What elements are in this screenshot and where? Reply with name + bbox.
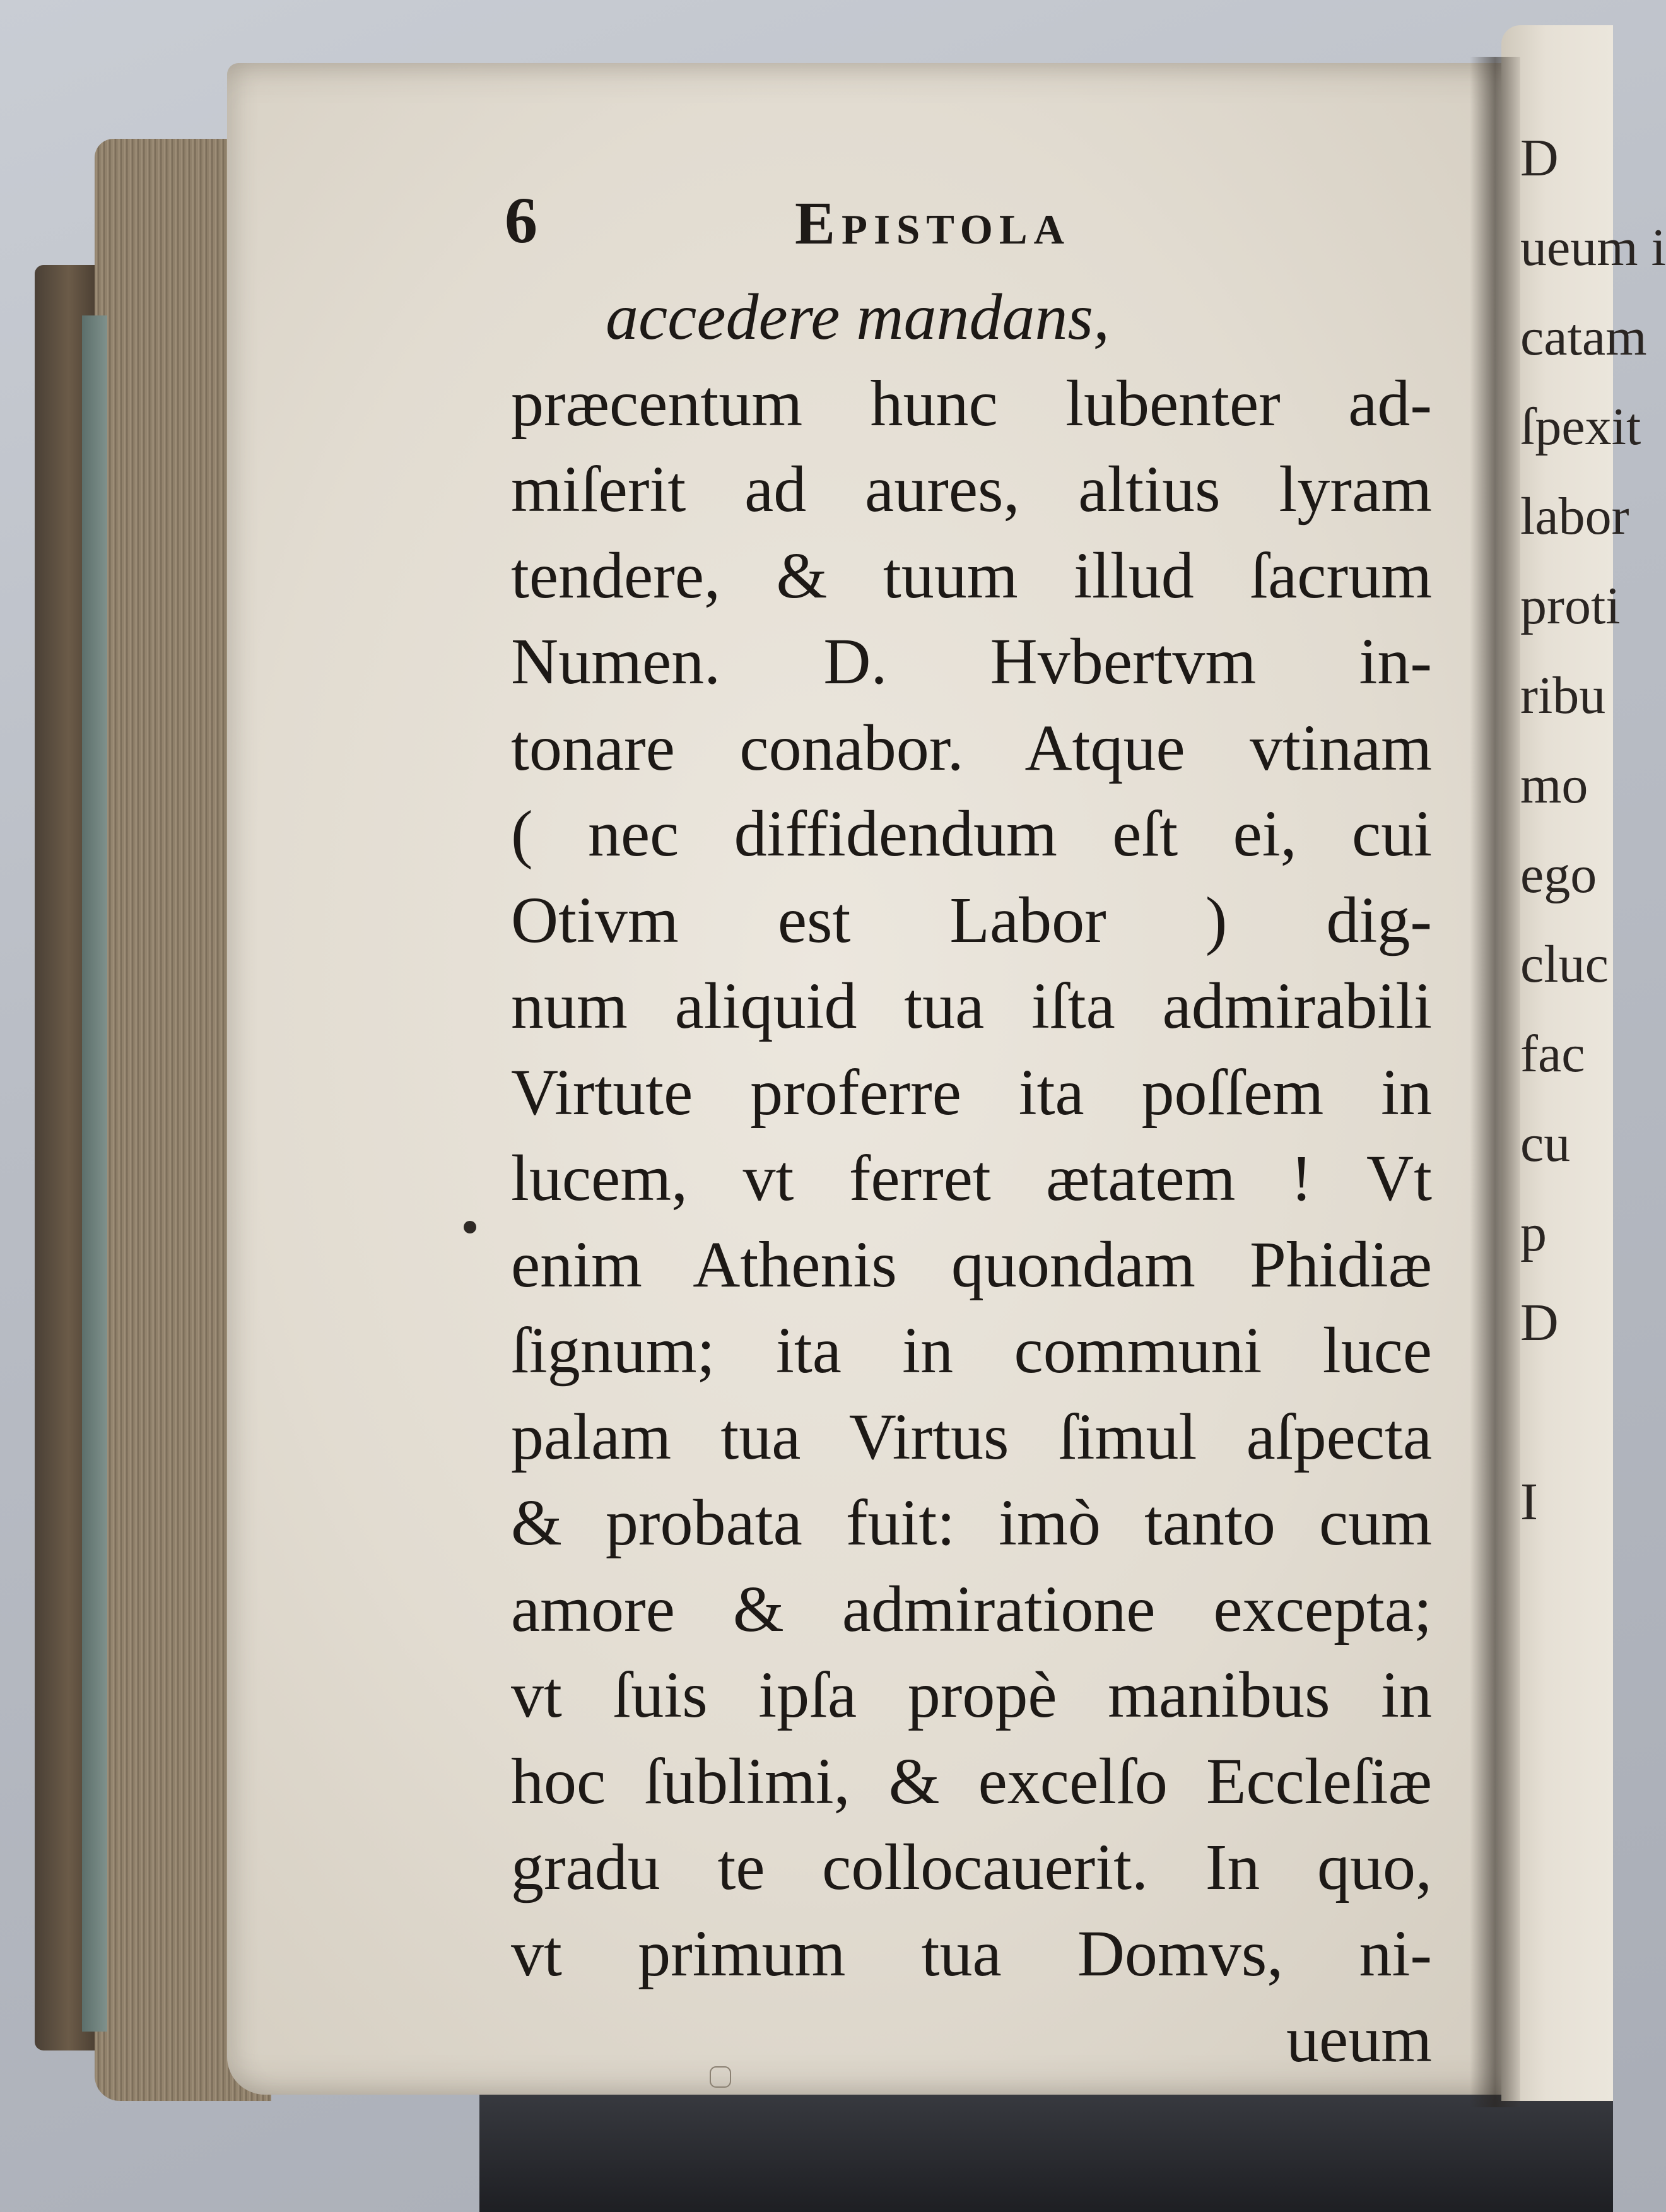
right-page-line: labor bbox=[1520, 487, 1629, 546]
right-page-line: p bbox=[1520, 1204, 1547, 1262]
right-page-line: fac bbox=[1520, 1025, 1585, 1083]
text-line: Otivm est Labor ) dig- bbox=[511, 883, 1432, 956]
right-page-line: cu bbox=[1520, 1114, 1571, 1173]
text-line: gradu te collocauerit. In quo, bbox=[511, 1831, 1432, 1903]
text-line: vt ſuis ipſa propè manibus in bbox=[511, 1659, 1432, 1731]
book-gutter bbox=[1470, 57, 1520, 2107]
margin-ink-mark bbox=[464, 1221, 476, 1233]
right-page-line bbox=[1520, 1368, 1613, 1457]
right-page-line: cluc bbox=[1520, 935, 1609, 994]
text-line: miſerit ad aures, altius lyram bbox=[511, 453, 1432, 526]
running-title: Epistola bbox=[795, 189, 1071, 257]
text-line: vt primum tua Domvs, ni- bbox=[511, 1917, 1432, 1990]
text-line: ſignum; ita in communi luce bbox=[511, 1314, 1432, 1387]
right-page-line: ueum i bbox=[1520, 218, 1666, 277]
text-line: lucem, vt ferret ætatem ! Vt bbox=[511, 1142, 1432, 1215]
right-page-line: catam bbox=[1520, 308, 1647, 367]
text-line: præcentum hunc lubenter ad- bbox=[511, 367, 1432, 440]
page-header bbox=[505, 183, 1173, 271]
text-line: Numen. D. Hvbertvm in- bbox=[511, 625, 1432, 698]
right-page-text bbox=[1520, 114, 1666, 1547]
text-line: palam tua Virtus ſimul aſpecta bbox=[511, 1400, 1432, 1473]
catchword: ueum bbox=[1286, 2003, 1432, 2076]
page-number: 6 bbox=[505, 184, 537, 257]
text-line: enim Athenis quondam Phidiæ bbox=[511, 1228, 1432, 1301]
dark-surface bbox=[479, 2082, 1613, 2212]
page-body-text bbox=[511, 274, 1432, 2083]
right-page-line: proti bbox=[1520, 577, 1621, 635]
text-line: Virtute proferre ita poſſem in bbox=[511, 1056, 1432, 1129]
right-page-line: ribu bbox=[1520, 666, 1606, 725]
text-line: hoc ſublimi, & excelſo Eccleſiæ bbox=[511, 1744, 1432, 1818]
right-page-line: D bbox=[1520, 1293, 1559, 1352]
right-page-line: D bbox=[1520, 129, 1559, 187]
text-line: accedere mandans, bbox=[606, 281, 1110, 353]
paper-blemish bbox=[710, 2066, 731, 2088]
text-line: tendere, & tuum illud ſacrum bbox=[511, 539, 1432, 612]
text-line: num aliquid tua iſta admirabili bbox=[511, 970, 1432, 1042]
text-line: & probata fuit: imò tanto cum bbox=[511, 1486, 1432, 1559]
right-page-line: I bbox=[1520, 1473, 1538, 1531]
right-page-line: ſpexit bbox=[1520, 397, 1641, 456]
text-line: tonare conabor. Atque vtinam bbox=[511, 711, 1432, 784]
text-line: ( nec diffidendum eſt ei, cui bbox=[511, 797, 1432, 870]
right-page-line: mo bbox=[1520, 756, 1588, 815]
page-edge-tint bbox=[82, 315, 107, 2032]
right-page-line: ego bbox=[1520, 845, 1597, 904]
text-line: amore & admiratione excepta; bbox=[511, 1572, 1432, 1645]
